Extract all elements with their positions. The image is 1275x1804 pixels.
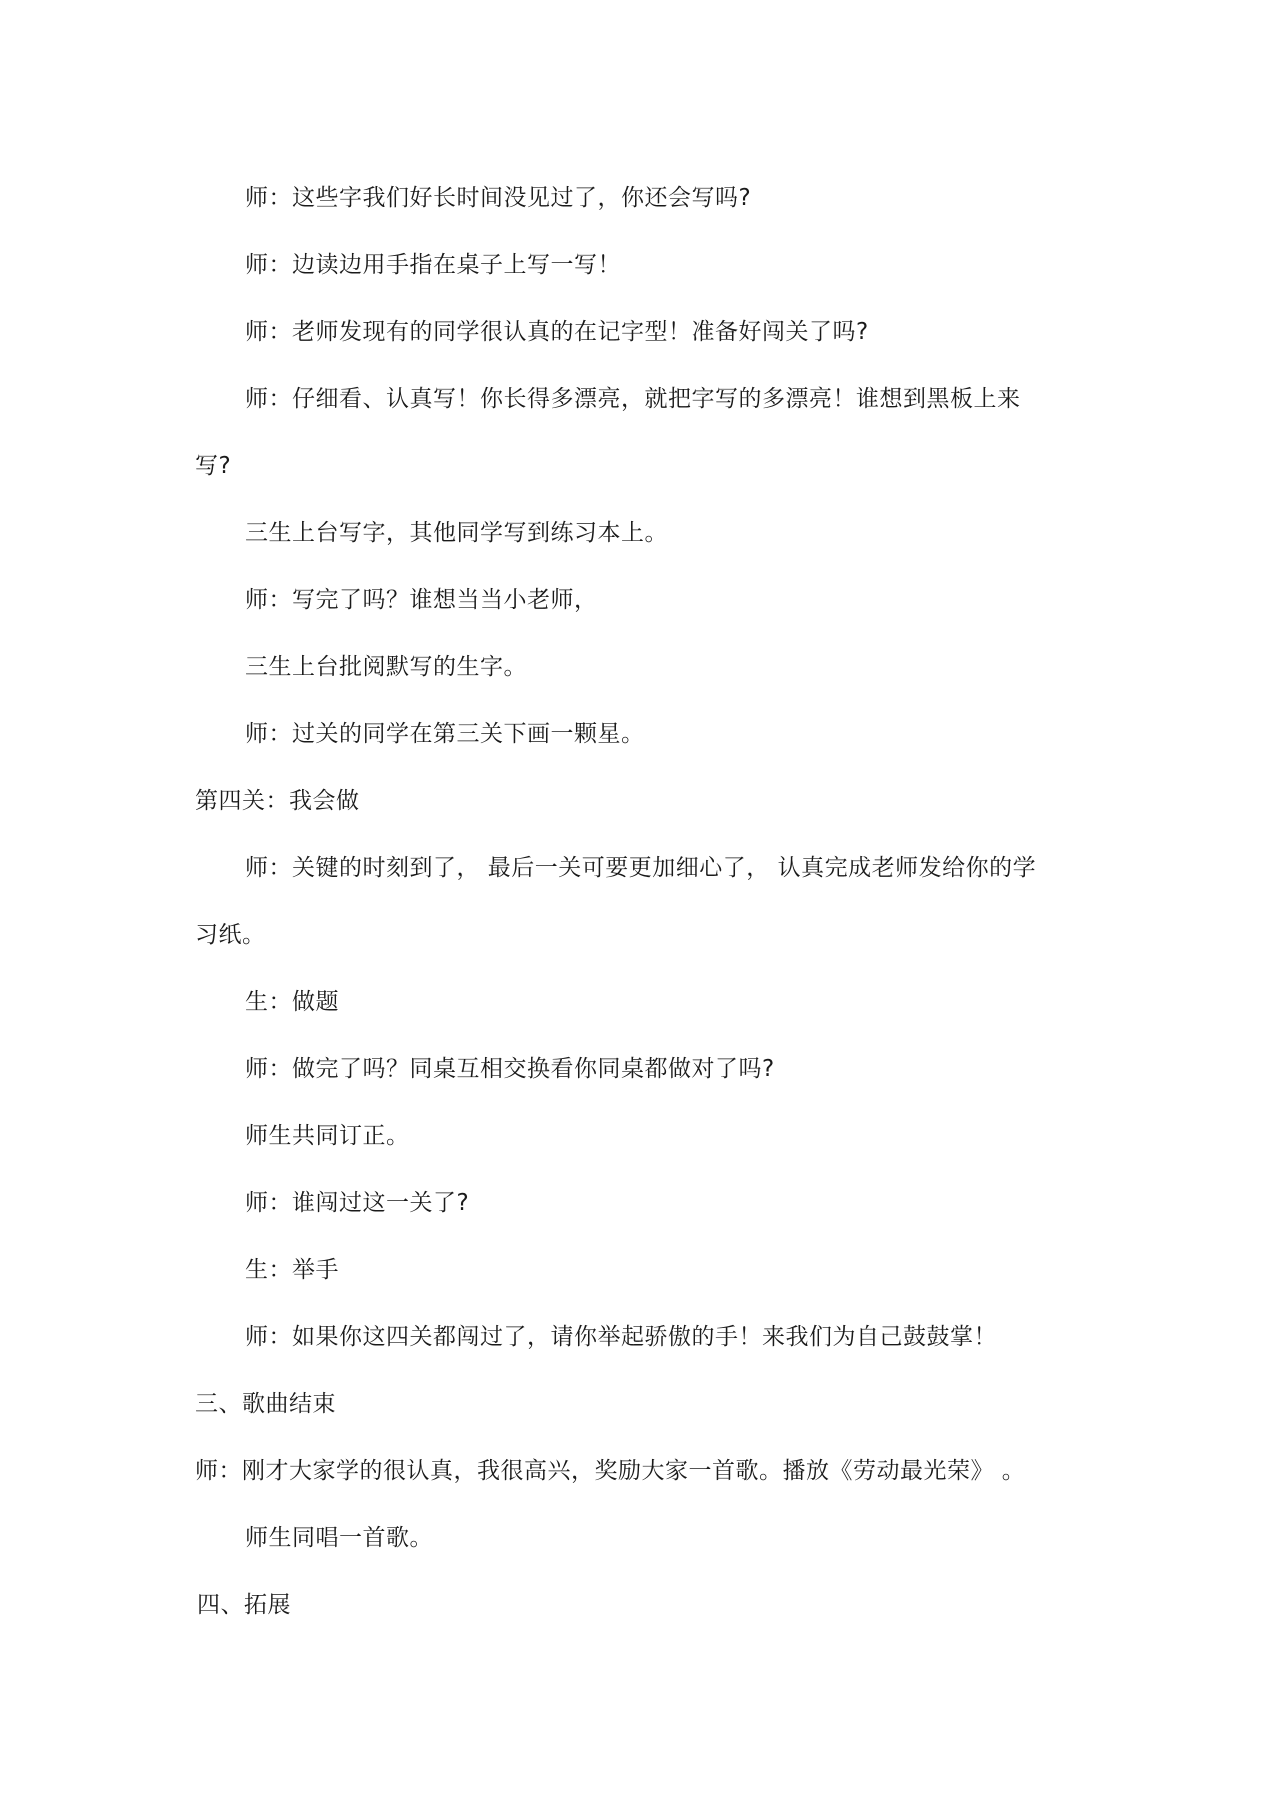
text-line-16: 师：谁闯过这一关了? [245, 1190, 470, 1216]
text-line-17: 生：举手 [245, 1257, 339, 1283]
text-line-7: 师：写完了吗？谁想当当小老师， [245, 587, 598, 613]
text-line-2: 师：边读边用手指在桌子上写一写！ [245, 252, 621, 278]
text-line-11: 师：关键的时刻到了， 最后一关可要更加细心了， 认真完成老师发给你的学 [245, 855, 1037, 881]
text-line-8: 三生上台批阅默写的生字。 [245, 654, 527, 680]
text-line-4: 师：仔细看、认真写！你长得多漂亮，就把字写的多漂亮！谁想到黑板上来 [245, 386, 1021, 412]
text-line-9: 师：过关的同学在第三关下画一颗星。 [245, 721, 645, 747]
text-line-18: 师：如果你这四关都闯过了，请你举起骄傲的手！来我们为自己鼓鼓掌！ [245, 1324, 997, 1350]
text-line-6: 三生上台写字，其他同学写到练习本上。 [245, 520, 668, 546]
text-line-5: 写? [195, 453, 232, 479]
text-line-21: 师生同唱一首歌。 [245, 1525, 433, 1551]
text-line-20: 师：刚才大家学的很认真，我很高兴，奖励大家一首歌。播放《劳动最光荣》 。 [195, 1458, 1026, 1484]
text-line-13: 生：做题 [245, 989, 339, 1015]
text-line-1: 师：这些字我们好长时间没见过了，你还会写吗? [245, 185, 752, 211]
section-heading-level-4: 第四关：我会做 [195, 788, 360, 814]
section-heading-song-ending: 三、歌曲结束 [195, 1391, 336, 1417]
text-line-14: 师：做完了吗？同桌互相交换看你同桌都做对了吗? [245, 1056, 775, 1082]
section-heading-extension: 四、拓展 [197, 1592, 291, 1618]
text-line-12: 习纸。 [195, 922, 266, 948]
text-line-15: 师生共同订正。 [245, 1123, 410, 1149]
text-line-3: 师：老师发现有的同学很认真的在记字型！准备好闯关了吗? [245, 319, 869, 345]
